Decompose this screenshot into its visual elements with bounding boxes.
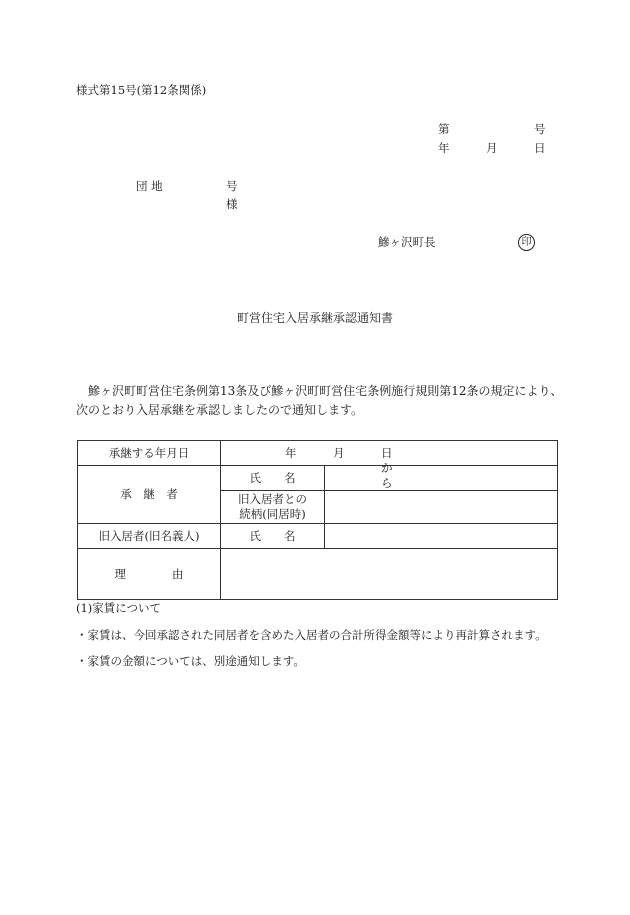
- table-row: [78, 549, 558, 600]
- former-name-value[interactable]: [325, 524, 558, 549]
- addressee-honorific: 様: [226, 197, 238, 211]
- seal-mark: 印: [518, 234, 535, 251]
- date-day: 日: [534, 141, 546, 155]
- succession-date-label: 承継する年月日: [78, 441, 221, 466]
- body-line-2: 次のとおり入居承継を承認しましたので通知します。: [76, 403, 364, 417]
- body-line-1: 鰺ヶ沢町町営住宅条例第13条及び鰺ヶ沢町町営住宅条例施行規則第12条の規定により、: [88, 384, 563, 398]
- relation-value[interactable]: [325, 491, 558, 524]
- ref-number-suffix: 号: [534, 122, 546, 136]
- reason-value[interactable]: [221, 549, 558, 600]
- relation-label-line1: 旧入居者との: [238, 492, 307, 507]
- date-month: 月: [486, 141, 498, 155]
- form-id: 様式第15号(第12条関係): [76, 83, 207, 97]
- succession-table: [77, 440, 558, 600]
- successor-name-value[interactable]: [325, 466, 558, 491]
- table-row: [78, 441, 558, 466]
- succession-month: 月: [333, 446, 345, 460]
- relation-label: [221, 491, 325, 524]
- ref-number-prefix: 第: [438, 122, 450, 136]
- succession-year: 年: [285, 446, 297, 460]
- notes-item-1: ・家賃は、今回承認された同居者を含めた入居者の合計所得金額等により再計算されます。: [76, 628, 547, 642]
- successor-name-label: 氏 名: [221, 466, 325, 491]
- notes-heading: (1)家賃について: [76, 601, 162, 615]
- notes-item-2: ・家賃の金額については、別途通知します。: [76, 654, 305, 668]
- successor-label: 承 継 者: [78, 466, 221, 524]
- succession-day-from: 日から: [381, 446, 393, 490]
- addressee-danchi: 団 地: [136, 179, 163, 193]
- sender-name: 鰺ヶ沢町長: [378, 235, 436, 249]
- addressee-number: 号: [226, 179, 238, 193]
- reason-label: 理 由: [78, 549, 221, 600]
- document-title: 町営住宅入居承継承認通知書: [236, 311, 393, 325]
- table-row: [78, 524, 558, 549]
- table-row: [78, 466, 558, 491]
- former-resident-label: 旧入居者(旧名義人): [78, 524, 221, 549]
- former-name-label: 氏 名: [221, 524, 325, 549]
- date-year: 年: [438, 141, 450, 155]
- relation-label-line2: 続柄(同居時): [239, 507, 306, 521]
